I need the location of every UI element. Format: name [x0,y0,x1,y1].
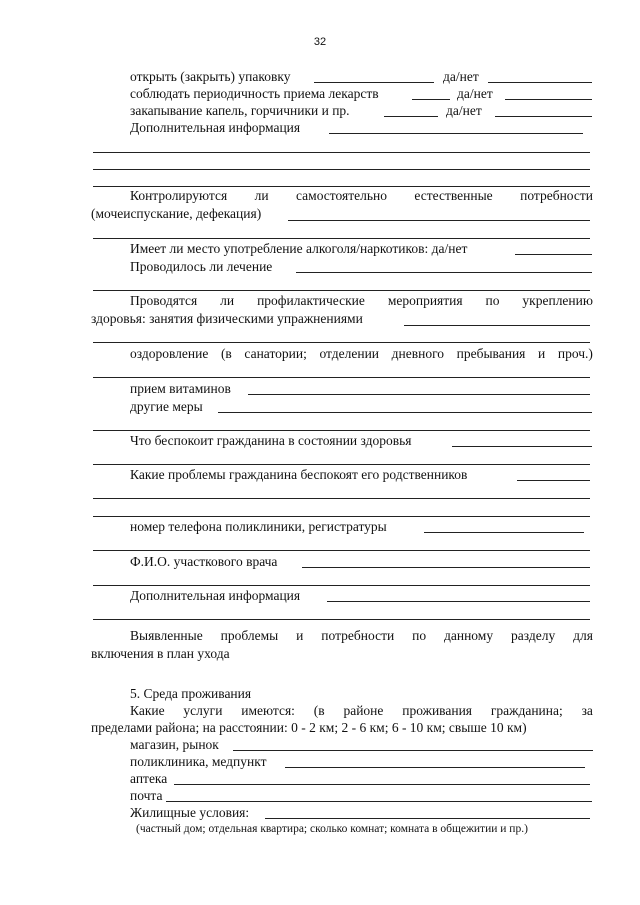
blank-line[interactable] [93,619,590,620]
word: пребывания [456,346,526,361]
word: проблемы [220,628,279,643]
treatment-field[interactable] [296,272,592,273]
word: гражданина; [490,703,563,718]
clinic-phone-label: номер телефона поликлиники, регистратуры [130,519,387,534]
blank-line[interactable] [93,186,590,187]
drops-field[interactable] [384,116,438,117]
word: дневного [391,346,445,361]
blank-line[interactable] [93,169,590,170]
clinic-phone-field[interactable] [424,532,584,533]
blank-line[interactable] [93,290,590,291]
other-measures-field[interactable] [218,412,592,413]
vitamins-label: прием витаминов [130,381,231,396]
blank-line[interactable] [93,585,590,586]
drops-answer-field[interactable] [495,116,592,117]
blank-line[interactable] [93,430,590,431]
shop-label: магазин, рынок [130,737,219,752]
recovery-line [130,346,593,362]
word: и [296,628,304,643]
housing-label: Жилищные условия: [130,805,250,820]
periodicity-label: соблюдать периодичность приема лекарств [130,86,379,101]
doctor-name-field[interactable] [302,567,590,568]
word: проживания [402,703,473,718]
housing-field[interactable] [265,818,590,819]
word: (в [220,346,232,361]
word: Выявленные [130,628,203,643]
open-pack-label: открыть (закрыть) упаковку [130,69,291,84]
alcohol-field[interactable] [515,254,592,255]
doctor-name-label: Ф.И.О. участкового врача [130,554,278,569]
other-measures-label: другие меры [130,399,203,414]
word: потребности [520,188,593,203]
periodicity-yes-no: да/нет [457,86,493,101]
open-pack-answer-field[interactable] [488,82,592,83]
control-needs-line [130,188,593,204]
blank-line[interactable] [93,238,590,239]
control-needs-field[interactable] [288,220,590,221]
word: по [485,293,500,308]
word: районе [343,703,384,718]
housing-note: (частный дом; отдельная квартира; сколько комнат; комната в общежитии и пр.) [136,823,528,835]
blank-line[interactable] [93,377,590,378]
pharmacy-field[interactable] [174,784,590,785]
open-pack-field[interactable] [314,82,434,83]
clinic-label: поликлиника, медпункт [130,754,267,769]
word: по [412,628,427,643]
services-line [130,703,593,719]
health-concern-label: Что беспокоит гражданина в состоянии здоровья [130,433,412,448]
word: проч.) [557,346,593,361]
services-label-2: пределами района; на расстоянии: 0 - 2 км; 2 - 6 км; 6 - 10 км; свыше 10 км) [91,720,527,735]
word: профилактические [257,293,365,308]
word: услуги [183,703,223,718]
blank-line[interactable] [93,550,590,551]
additional-info-1-field[interactable] [329,133,583,134]
drops-yes-no: да/нет [446,103,482,118]
pharmacy-label: аптека [130,771,168,786]
word: и [538,346,546,361]
post-field[interactable] [166,801,592,802]
word: самостоятельно [296,188,387,203]
prevention-field[interactable] [404,325,590,326]
word: Контролируются [130,188,228,203]
additional-info-2-field[interactable] [327,601,590,602]
word: мероприятия [387,293,463,308]
word: санатории; [244,346,307,361]
word: отделении [319,346,380,361]
blank-line[interactable] [93,342,590,343]
section-title: 5. Среда проживания [130,686,252,701]
word: Проводятся [130,293,198,308]
word: ли [254,188,269,203]
health-concern-field[interactable] [452,446,592,447]
post-label: почта [130,788,163,803]
clinic-field[interactable] [285,767,585,768]
word: Какие [130,703,165,718]
blank-line[interactable] [93,464,590,465]
additional-info-1-label: Дополнительная информация [130,120,301,135]
alcohol-label: Имеет ли место употребление алкоголя/наркотиков: да/нет [130,241,468,256]
word: данному [444,628,494,643]
relatives-concern-label: Какие проблемы гражданина беспокоят его родственников [130,467,468,482]
vitamins-field[interactable] [248,394,590,395]
blank-line[interactable] [93,498,590,499]
word: за [581,703,593,718]
periodicity-field[interactable] [412,99,450,100]
word: разделу [511,628,556,643]
prevention-label-2: здоровья: занятия физическими упражнениями [91,311,363,326]
word: для [573,628,593,643]
treatment-label: Проводилось ли лечение [130,259,273,274]
word: ли [220,293,235,308]
drops-label: закапывание капель, горчичники и пр. [130,103,350,118]
word: укреплению [522,293,593,308]
blank-line[interactable] [93,516,590,517]
periodicity-answer-field[interactable] [505,99,592,100]
word: оздоровление [130,346,209,361]
relatives-concern-field[interactable] [517,480,590,481]
blank-line[interactable] [93,152,590,153]
control-needs-label-2: (мочеиспускание, дефекация) [91,206,262,221]
word: имеются: [241,703,295,718]
shop-field[interactable] [233,750,593,751]
word: естественные [414,188,493,203]
page-number: 32 [313,36,327,48]
word: (в [313,703,325,718]
problems-line [130,628,593,644]
word: потребности [321,628,395,643]
additional-info-2-label: Дополнительная информация [130,588,301,603]
problems-label-2: включения в план ухода [91,646,230,661]
prevention-line [130,293,593,309]
open-pack-yes-no: да/нет [443,69,479,84]
